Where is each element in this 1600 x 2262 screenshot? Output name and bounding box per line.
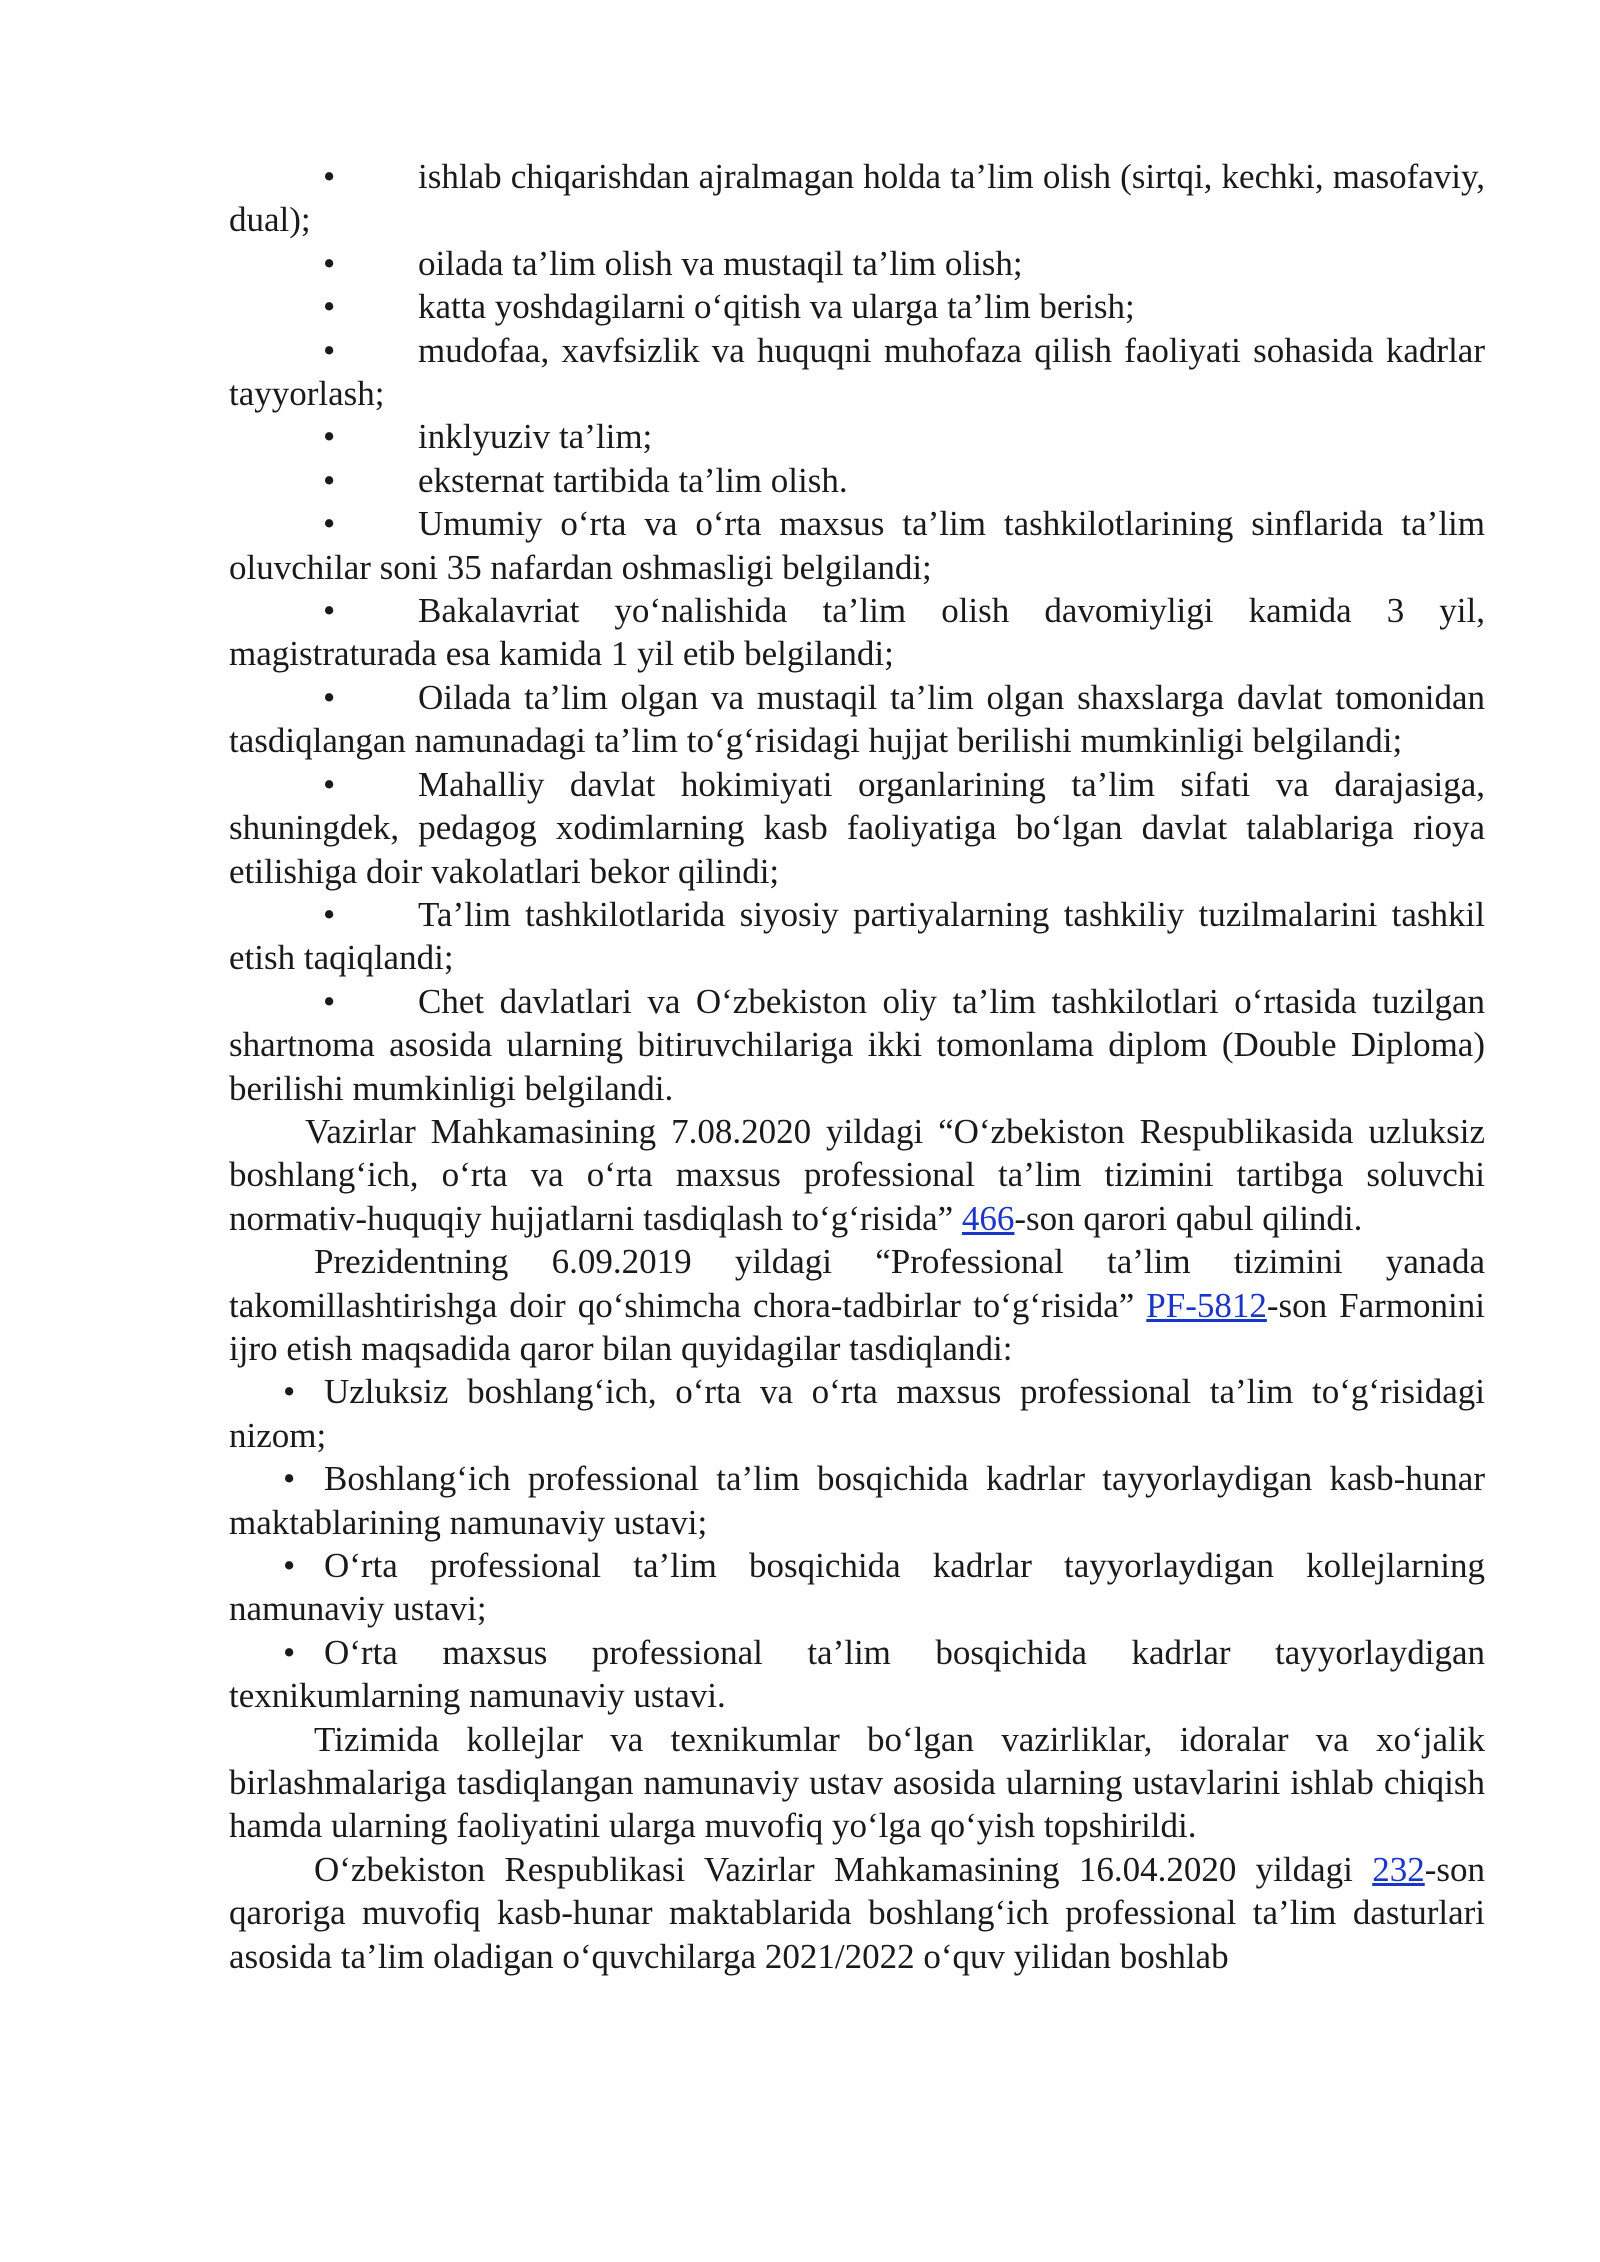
bullet-icon: • xyxy=(323,591,336,631)
bullet-list-b xyxy=(229,1370,1485,1717)
list-item: • Oilada ta’lim olgan va mustaqil ta’lim olgan shaxslarga davlat tomonidan tasdiqlangan namunadagi ta’lim to‘g‘risidagi hujjat berilishi mumkinligi belgilandi; xyxy=(229,677,1485,761)
list-item: • eksternat tartibida ta’lim olish. xyxy=(229,459,1485,502)
list-item: • inklyuziv ta’lim; xyxy=(229,415,1485,458)
bullet-list-a xyxy=(229,155,1485,1110)
bullet-icon: • xyxy=(323,764,336,804)
link-pf-5812[interactable]: PF-5812 xyxy=(1146,1285,1267,1325)
list-item: • oilada ta’lim olish va mustaqil ta’lim olish; xyxy=(229,242,1485,285)
bullet-icon: • xyxy=(323,330,336,370)
paragraph-presidential-decree: Prezidentning 6.09.2019 yildagi “Professional ta’lim tizimini yanada takomillashtirishga doir qo‘shimcha chora-tadbirlar to‘g‘risida” PF-5812-son Farmonini ijro etish maqsadida qaror bilan quyidagilar tasdiqlandi: xyxy=(229,1242,1485,1368)
list-item: • O‘rta maxsus professional ta’lim bosqichida kadrlar tayyorlaydigan texnikumlarning namunaviy ustavi. xyxy=(229,1632,1485,1716)
list-item: • mudofaa, xavfsizlik va huquqni muhofaza qilish faoliyati sohasida kadrlar tayyorlash; xyxy=(229,330,1485,414)
list-item: • Umumiy o‘rta va o‘rta maxsus ta’lim tashkilotlarining sinflarida ta’lim oluvchilar soni 35 nafardan oshmasligi belgilandi; xyxy=(229,504,1485,587)
paragraph-vm-resolution: Vazirlar Mahkamasining 7.08.2020 yildagi “O‘zbekiston Respublikasida uzluksiz boshlang‘ich, o‘rta va o‘rta maxsus professional ta’lim tizimini tartibga soluvchi normativ-huquqiy hujjatlarni tasdiqlash to‘g‘risida” 466-son qarori qabul qilindi. xyxy=(229,1111,1485,1238)
document-body xyxy=(229,155,1485,1978)
list-item: • Mahalliy davlat hokimiyati organlarining ta’lim sifati va darajasiga, shuningdek, pedagog xodimlarning kasb faoliyatiga bo‘lgan davlat talablariga rioya etilishiga doir vakolatlari bekor qilindi; xyxy=(229,764,1485,891)
bullet-icon: • xyxy=(323,287,336,327)
list-item: • Boshlang‘ich professional ta’lim bosqichida kadrlar tayyorlaydigan kasb-hunar maktablarining namunaviy ustavi; xyxy=(229,1459,1485,1542)
bullet-icon: • xyxy=(323,460,336,500)
link-466[interactable]: 466 xyxy=(961,1198,1015,1238)
list-item: • O‘rta professional ta’lim bosqichida kadrlar tayyorlaydigan kollejlarning namunaviy ustavi; xyxy=(229,1546,1485,1629)
list-item: • Chet davlatlari va O‘zbekiston oliy ta’lim tashkilotlari o‘rtasida tuzilgan shartnoma asosida ularning bitiruvchilariga ikki tomonlama diplom (Double Diploma) berilishi mumkinligi belgilandi. xyxy=(229,981,1485,1108)
list-item: • Ta’lim tashkilotlarida siyosiy partiyalarning tashkiliy tuzilmalarini tashkil etish taqiqlandi; xyxy=(229,894,1485,978)
bullet-icon: • xyxy=(283,1546,296,1585)
list-item: • Bakalavriat yo‘nalishida ta’lim olish davomiyligi kamida 3 yil, magistraturada esa kamida 1 yil etib belgilandi; xyxy=(229,591,1485,674)
list-item: • Uzluksiz boshlang‘ich, o‘rta va o‘rta maxsus professional ta’lim to‘g‘risidagi nizom; xyxy=(229,1372,1485,1455)
list-item: • ishlab chiqarishdan ajralmagan holda ta’lim olish (sirtqi, kechki, masofaviy, dual); xyxy=(229,157,1485,240)
bullet-icon: • xyxy=(323,417,336,457)
bullet-icon: • xyxy=(323,894,336,934)
bullet-icon: • xyxy=(323,504,336,544)
link-232[interactable]: 232 xyxy=(1372,1849,1425,1889)
bullet-icon: • xyxy=(283,1372,296,1412)
paragraph-vm-232: O‘zbekiston Respublikasi Vazirlar Mahkamasining 16.04.2020 yildagi 232-son qaroriga muvofiq kasb-hunar maktablarida boshlang‘ich professional ta’lim dasturlari asosida ta’lim oladigan o‘quvchilarga 2021/2022 o‘quv yilidan boshlab xyxy=(229,1849,1485,1976)
bullet-icon: • xyxy=(323,677,336,717)
bullet-icon: • xyxy=(283,1632,296,1672)
bullet-icon: • xyxy=(283,1459,296,1499)
bullet-icon: • xyxy=(323,243,336,283)
bullet-icon: • xyxy=(323,981,336,1021)
bullet-icon: • xyxy=(323,157,336,196)
paragraph-instruction: Tizimida kollejlar va texnikumlar bo‘lgan vazirliklar, idoralar va xo‘jalik birlashmalariga tasdiqlangan namunaviy ustav asosida ularning ustavlarini ishlab chiqish hamda ularning faoliyatini ularga muvofiq yo‘lga qo‘yish topshirildi. xyxy=(229,1719,1485,1846)
list-item: • katta yoshdagilarni o‘qitish va ularga ta’lim berish; xyxy=(229,285,1485,328)
